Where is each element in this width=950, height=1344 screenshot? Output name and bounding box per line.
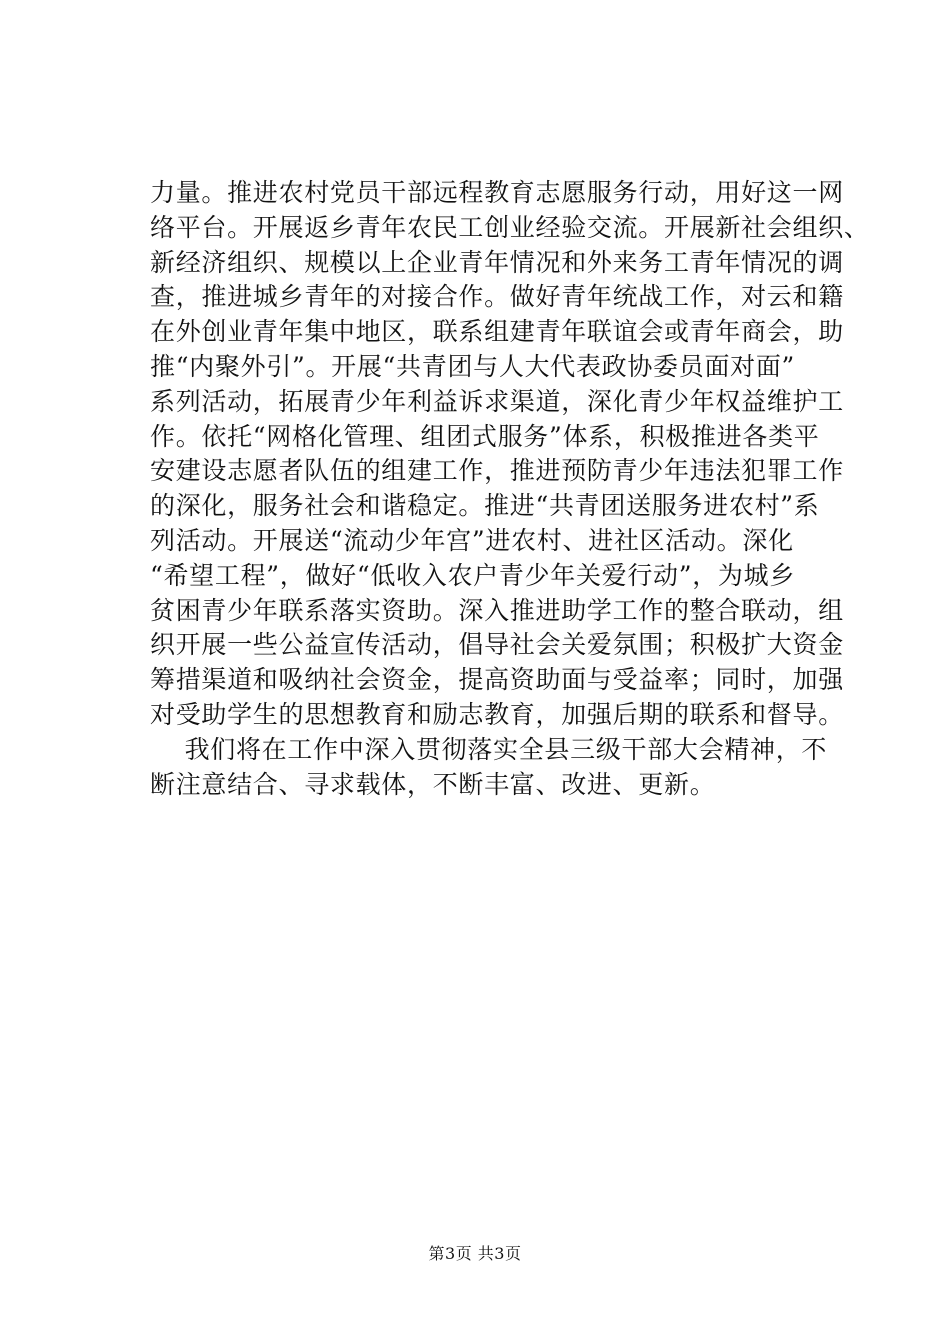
text-line: 查，推进城乡青年的对接合作。做好青年统战工作，对云和籍 — [150, 282, 844, 312]
text-line: 力量。推进农村党员干部远程教育志愿服务行动，用好这一网 — [150, 178, 844, 207]
page-number-footer: 第3页 共3页 — [428, 1244, 522, 1263]
text-line: 安建设志愿者队伍的组建工作，推进预防青少年违法犯罪工作 — [150, 456, 844, 486]
text-line: 断注意结合、寻求载体，不断丰富、改进、更新。 — [150, 769, 716, 799]
text-line: 筹措渠道和吸纳社会资金，提高资助面与受益率；同时，加强 — [150, 665, 844, 695]
document-body — [150, 176, 870, 802]
text-line: 织开展一些公益宣传活动，倡导社会关爱氛围；积极扩大资金 — [150, 630, 844, 660]
text-line: 贫困青少年联系落实资助。深入推进助学工作的整合联动，组 — [150, 595, 844, 625]
text-line: 新经济组织、规模以上企业青年情况和外来务工青年情况的调 — [150, 247, 844, 277]
text-line: 在外创业青年集中地区，联系组建青年联谊会或青年商会，助 — [150, 317, 844, 347]
text-line: 我们将在工作中深入贯彻落实全县三级干部大会精神，不 — [150, 734, 828, 764]
text-line: 对受助学生的思想教育和励志教育，加强后期的联系和督导。 — [150, 699, 844, 729]
text-line: 的深化，服务社会和谐稳定。推进“共青团送服务进农村”系 — [150, 491, 820, 521]
text-line: 系列活动，拓展青少年利益诉求渠道，深化青少年权益维护工 — [150, 386, 844, 416]
text-line: “希望工程”，做好“低收入农户青少年关爱行动”，为城乡 — [150, 560, 796, 590]
text-line: 列活动。开展送“流动少年宫”进农村、进社区活动。深化 — [150, 525, 794, 555]
text-line: 推“内聚外引”。开展“共青团与人大代表政协委员面对面” — [150, 351, 796, 381]
text-line: 络平台。开展返乡青年农民工创业经验交流。开展新社会组织、 — [150, 212, 870, 242]
text-line: 作。依托“网格化管理、组团式服务”体系，积极推进各类平 — [150, 421, 820, 451]
